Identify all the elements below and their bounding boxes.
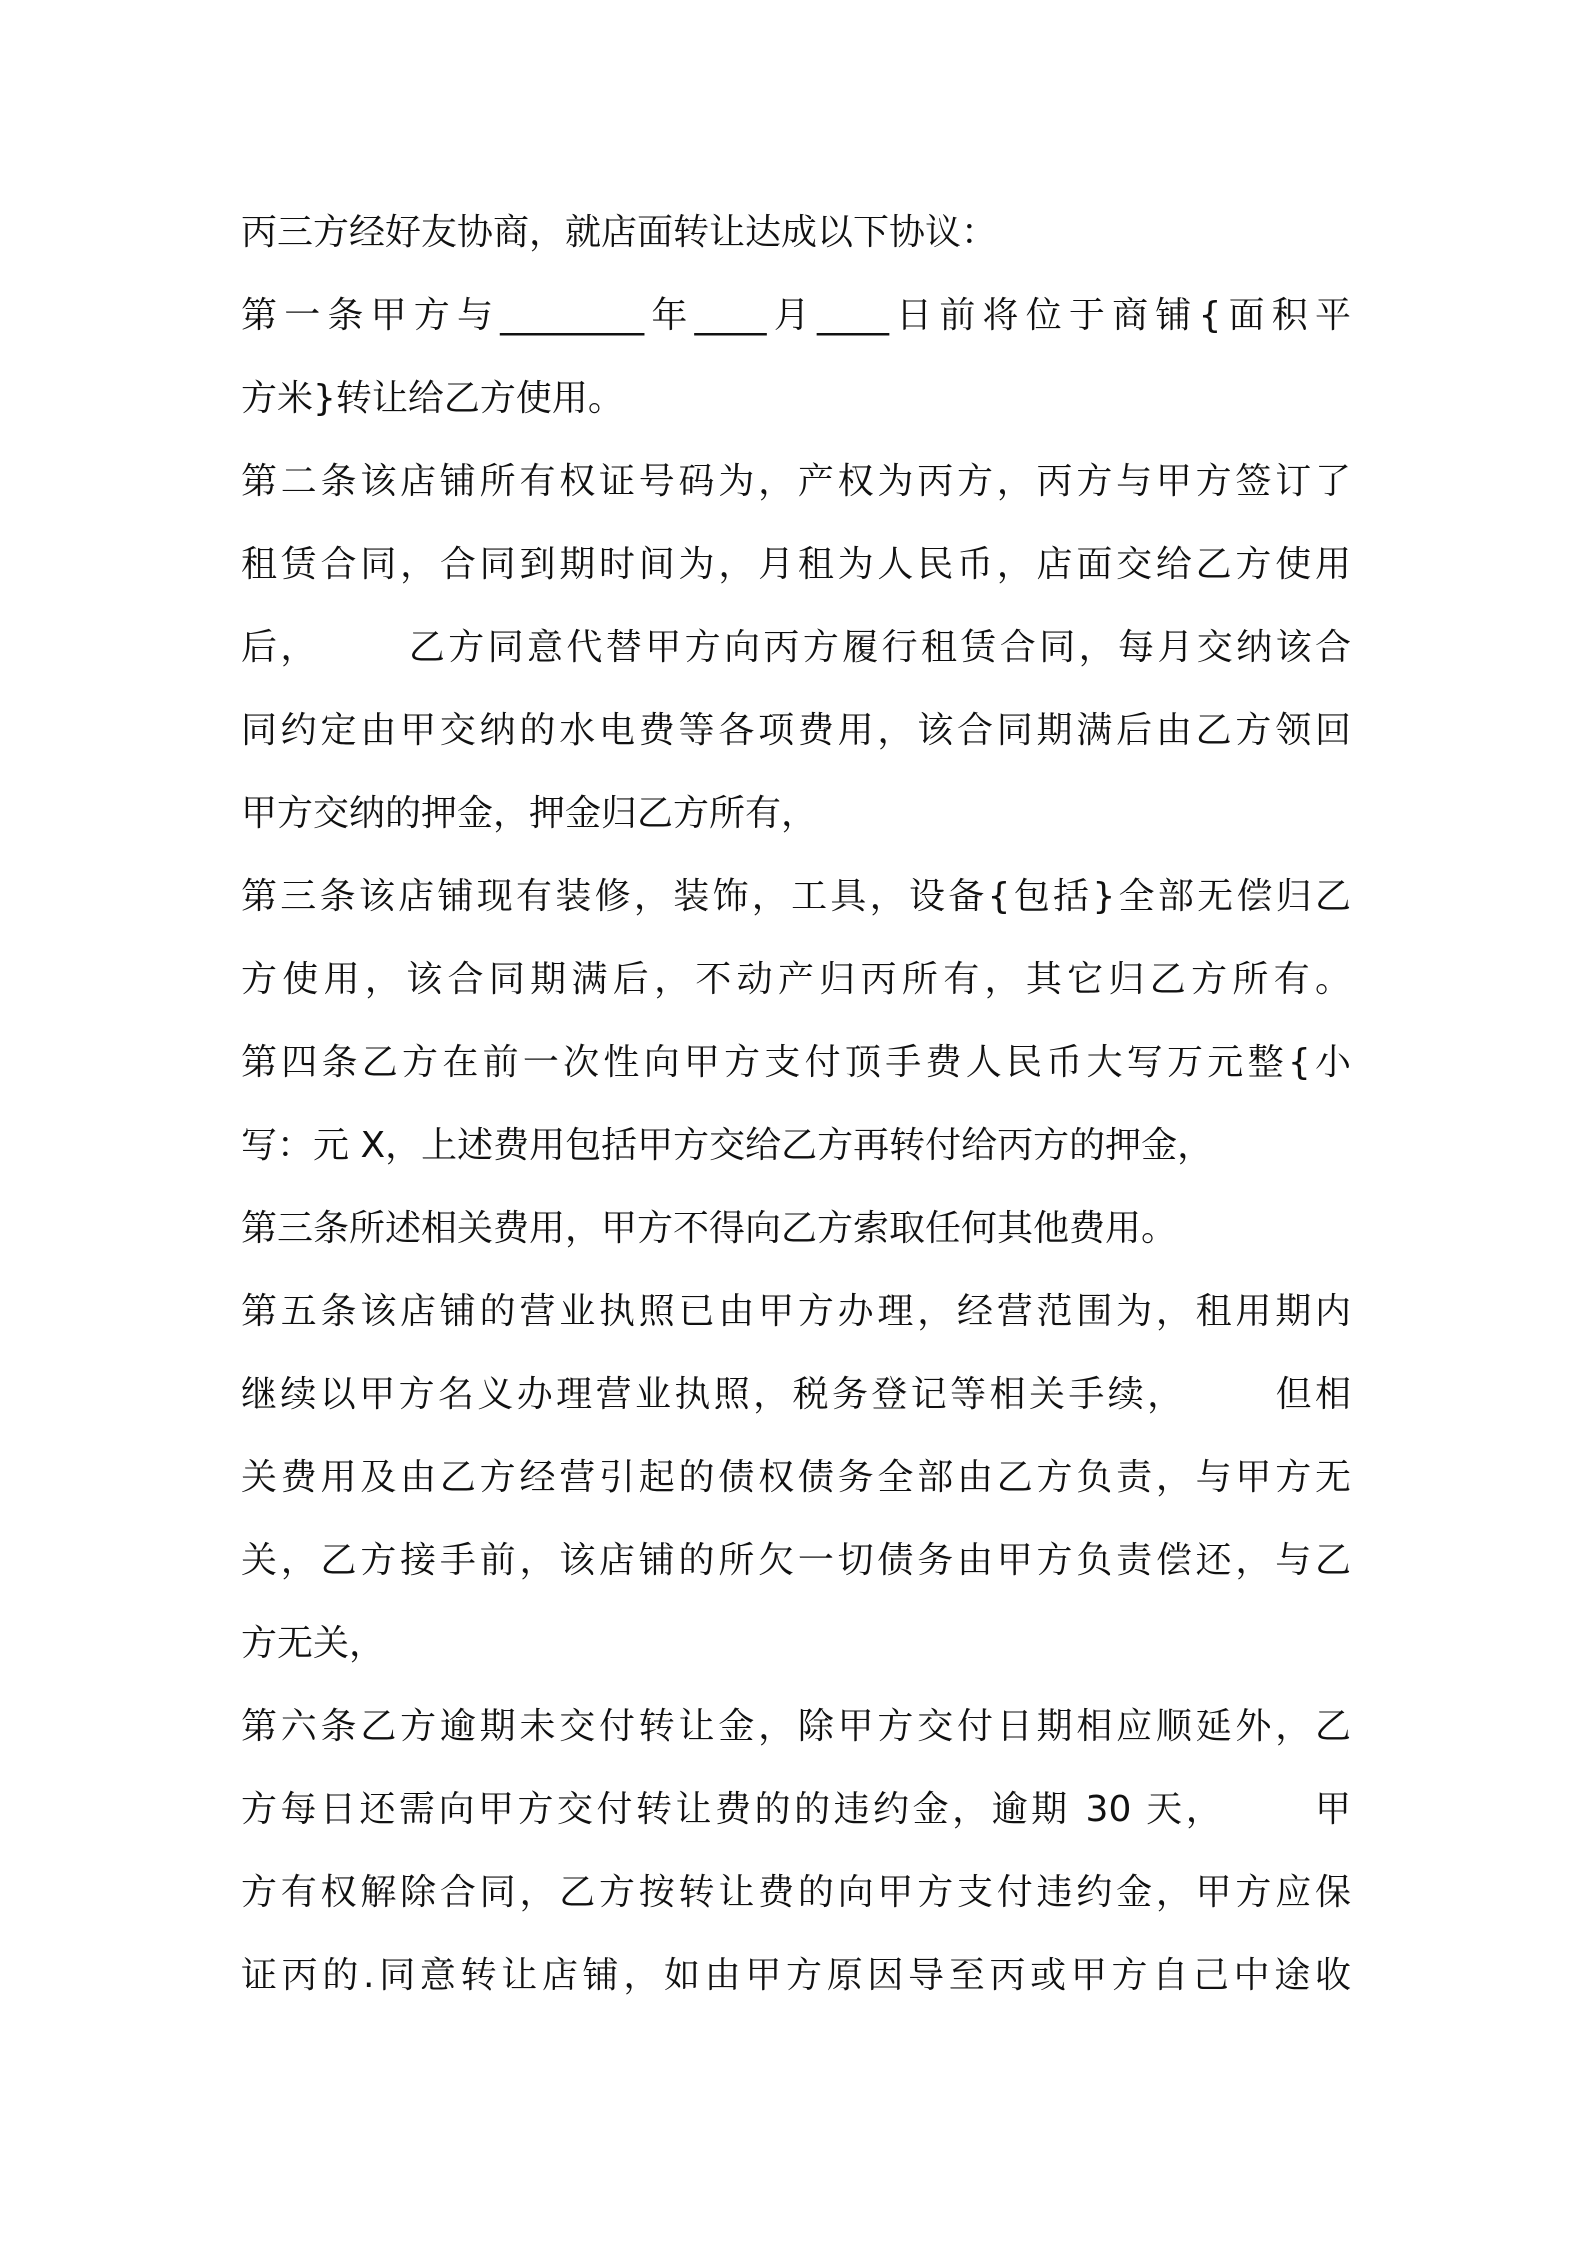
text-line: 证丙的.同意转让店铺，如由甲方原因导至丙或甲方自己中途收 xyxy=(241,1955,1351,1996)
text-line: 关费用及由乙方经营引起的债权债务全部由乙方负责，与甲方无 xyxy=(241,1457,1351,1498)
text-line: 第三条该店铺现有装修，装饰，工具，设备{包括}全部无偿归乙 xyxy=(241,876,1351,917)
text-line: 第五条该店铺的营业执照已由甲方办理，经营范围为，租用期内 xyxy=(241,1291,1351,1332)
text-line: 甲方交纳的押金，押金归乙方所有， xyxy=(241,793,818,834)
text-line: 方使用，该合同期满后，不动产归丙所有，其它归乙方所有。 xyxy=(241,959,1351,1000)
text-line: 写：元 X，上述费用包括甲方交给乙方再转付给丙方的押金， xyxy=(241,1125,1214,1166)
text-line: 后， 乙方同意代替甲方向丙方履行租赁合同，每月交纳该合 xyxy=(241,627,1351,668)
text-line: 丙三方经好友协商，就店面转让达成以下协议： xyxy=(241,212,998,253)
document-body xyxy=(241,191,1351,2017)
text-line: 方米}转让给乙方使用。 xyxy=(241,378,624,419)
text-line: 同约定由甲交纳的水电费等各项费用，该合同期满后由乙方领回 xyxy=(241,710,1351,751)
text-line: 第六条乙方逾期未交付转让金，除甲方交付日期相应顺延外，乙 xyxy=(241,1706,1351,1747)
text-line: 方每日还需向甲方交付转让费的的违约金，逾期 30 天， 甲 xyxy=(241,1789,1351,1830)
text-line: 继续以甲方名义办理营业执照，税务登记等相关手续， 但相 xyxy=(241,1374,1351,1415)
text-line: 第四条乙方在前一次性向甲方支付顶手费人民币大写万元整{小 xyxy=(241,1042,1351,1083)
text-line: 方有权解除合同，乙方按转让费的向甲方支付违约金，甲方应保 xyxy=(241,1872,1351,1913)
text-line: 第三条所述相关费用，甲方不得向乙方索取任何其他费用。 xyxy=(241,1208,1178,1249)
text-line: 第一条甲方与________年____月____日前将位于商铺{面积平 xyxy=(241,295,1351,336)
text-line: 方无关， xyxy=(241,1623,386,1664)
text-line: 第二条该店铺所有权证号码为，产权为丙方，丙方与甲方签订了 xyxy=(241,461,1351,502)
text-line: 关，乙方接手前，该店铺的所欠一切债务由甲方负责偿还，与乙 xyxy=(241,1540,1351,1581)
text-line: 租赁合同，合同到期时间为，月租为人民币，店面交给乙方使用 xyxy=(241,544,1351,585)
